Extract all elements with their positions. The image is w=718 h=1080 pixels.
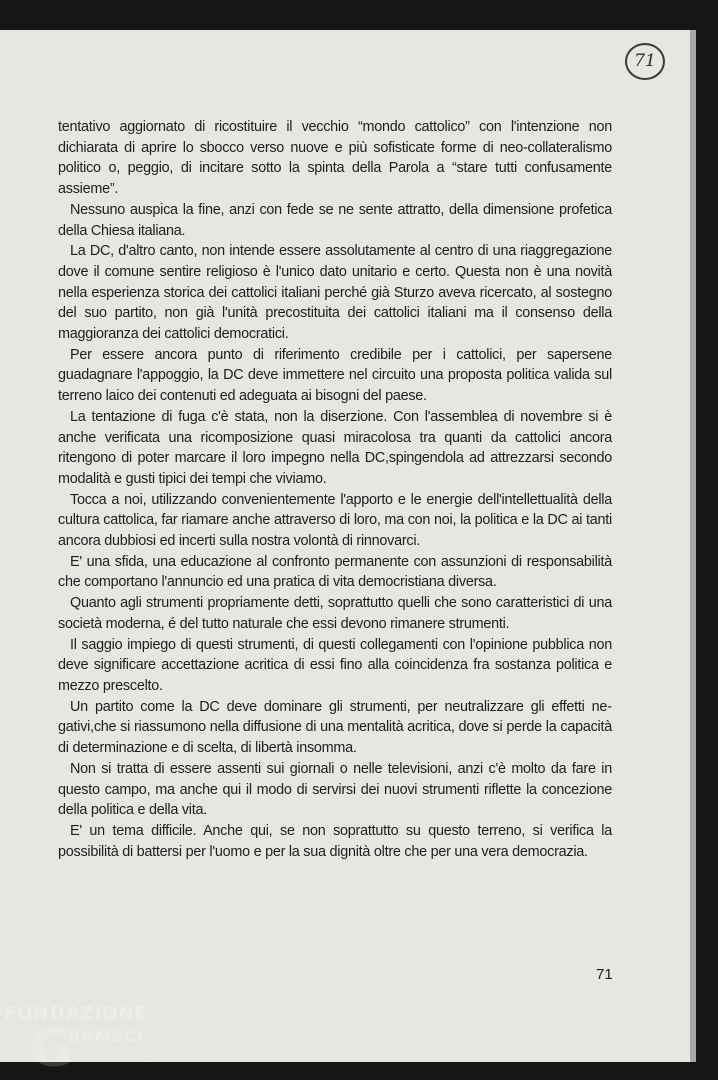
watermark-line-2: RAMSCI [68, 1027, 144, 1046]
paragraph: tentativo aggiornato di ricostituire il vecchio “mondo cattolico” con l'intenzione non dichiarata di aprire lo sbocco verso nuove e più sofisticate forme di neo-collateralismo politico o, peggio, di incitare sotto la spinta della Parola a “stare tutti confusamente assieme”. [58, 119, 612, 198]
paragraph: Il saggio impiego di questi strumenti, di questi collegamenti con l'opinione pubblica non deve significare accettazione acritica di essi fino alla coincidenza fra sostanza politica e mezzo prescelto. [58, 636, 612, 694]
paragraph: La DC, d'altro canto, non intende essere assolutamente al centro di una riaggregazione dove il comune sentire religioso è l'unico dato unitario e certo. Questa non è una novità nella esperienza storica dei cattolici italiani perché già Sturzo aveva ricercato, al sostegno del suo partito, non già l'unità precostituita dei cattolici italiani ma il consenso della maggioranza dei cattolici democratici. [58, 243, 612, 343]
paragraph: Quanto agli strumenti propriamente detti, soprattutto quelli che sono caratteristici di una società moderna, é del tutto naturale che essi devono rimanere strumenti. [58, 595, 612, 632]
paragraph: Un partito come la DC deve dominare gli strumenti, per neutralizzare gli effetti negativi,che si riassumono nella diffusione di una mentalità acritica, dove si perde la capacità di determinazione e di scelta, di libertà insomma. [58, 698, 612, 757]
watermark-line-1: FONDAZIONE [4, 1003, 148, 1024]
paragraph: La tentazione di fuga c'è stata, non la diserzione. Con l'assemblea di novembre si è anche verificata una ricomposizione quasi miracolosa tra quanti da cattolici ancora ritengono di poter marcare il loro impegno nella DC,spingendola ad attrezzarsi secondo modalità e gusti tipici dei tempi che viviamo. [58, 408, 612, 487]
paragraph: Non si tratta di essere assenti sui giornali o nelle televisioni, anzi c'è molto da fare in questo campo, ma anche qui il modo di servirsi dei nuovi strumenti riflette la concezione della politica e della vita. [58, 760, 612, 819]
page-edge [690, 30, 696, 1062]
paragraph: Tocca a noi, utilizzando convenientemente l'apporto e le energie dell'intellettualità della cultura cattolica, far riamare anche attraverso di loro, ma con noi, la politica e la DC ai tanti ancora dubbiosi ed incerti sulla nostra volontà di rinnovarci. [58, 491, 612, 550]
paragraph: Per essere ancora punto di riferimento credibile per i cattolici, per sapersene guadagnare l'appoggio, la DC deve immettere nel circuito una proposta politica valida sul terreno laico dei contenuti ed adeguata ai bisogni del paese. [58, 346, 612, 405]
paragraph: E' un tema difficile. Anche qui, se non soprattutto su questo terreno, si verifica la possibilità di battersi per l'uomo e per la sua dignità oltre che per una vera democrazia. [58, 822, 612, 860]
paragraph: Nessuno auspica la fine, anzi con fede se ne sente attratto, della dimensione profetica della Chiesa italiana. [58, 201, 612, 239]
page-number: 71 [596, 966, 613, 983]
paragraph: E' una sfida, una educazione al confronto permanente con assunzioni di responsabilità che comportano l'annuncio ed una pratica di vita democristiana diversa. [58, 553, 612, 591]
handwritten-page-marker: 71 [625, 43, 665, 80]
body-text [58, 117, 612, 862]
watermark-sub: onlus [140, 1051, 162, 1060]
